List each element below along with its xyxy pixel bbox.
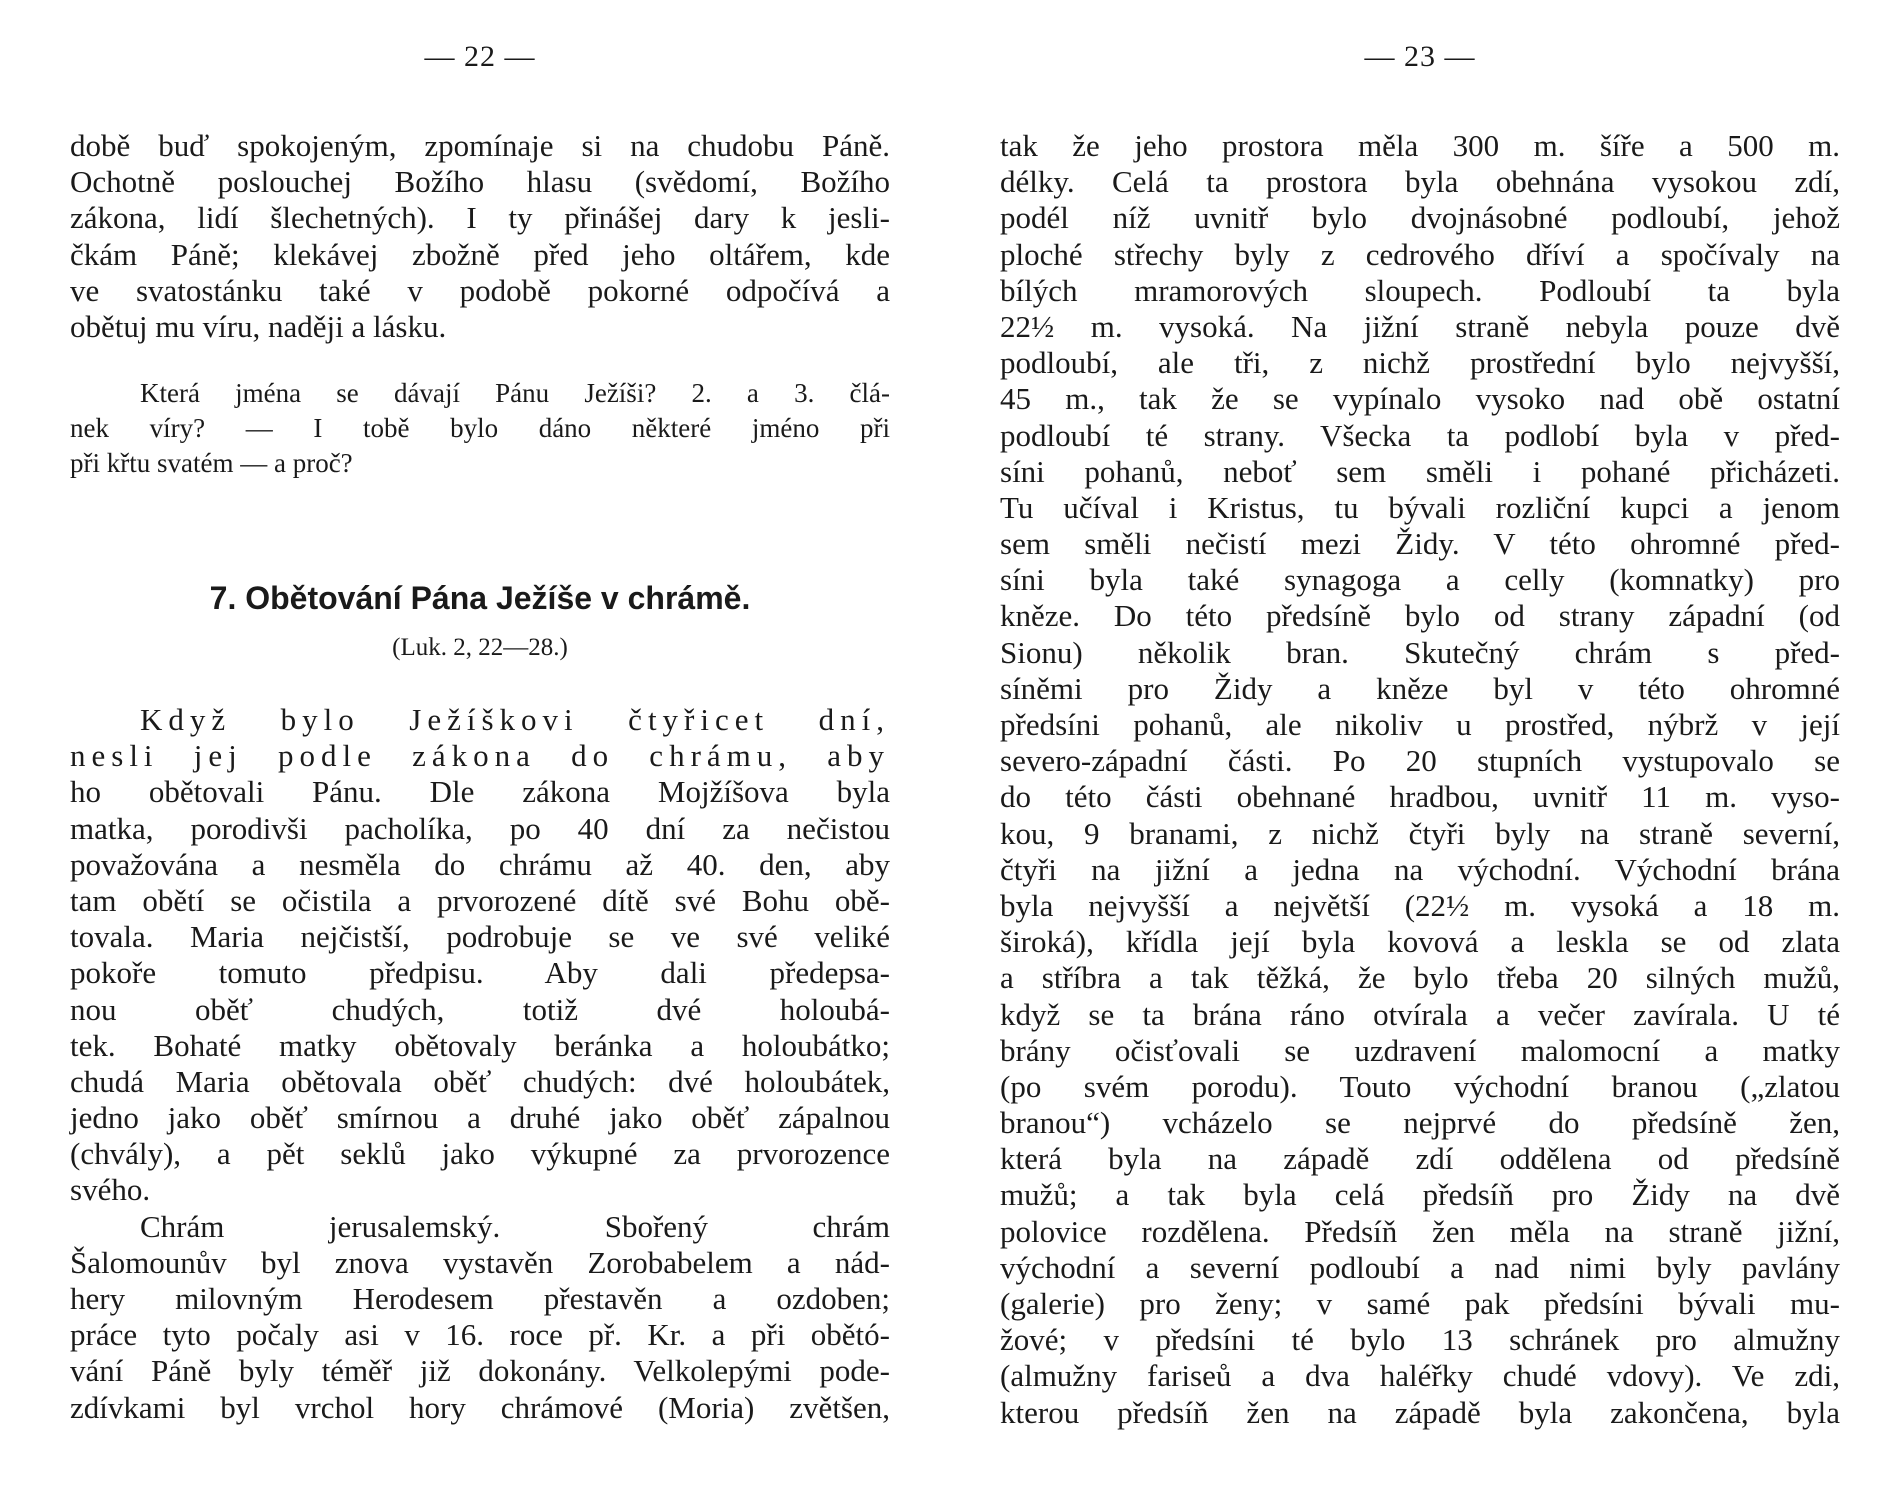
text-line: (chvály), a pět seklů jako výkupné za prvorozence xyxy=(70,1136,890,1172)
text-line: Chrám jerusalemský. Sbořený chrám xyxy=(140,1208,890,1244)
text-line: kněze. Do této předsíně bylo od strany západní (od xyxy=(1000,598,1840,634)
text-line: byla nejvyšší a největší (22½ m. vysoká a 18 m. xyxy=(1000,887,1840,923)
section-reference: (Luk. 2, 22—28.) xyxy=(392,634,568,661)
text-line: Která jména se dávají Pánu Ježíši? 2. a 3. člá- xyxy=(140,378,890,408)
text-line: čkám Páně; klekávej zbožně před jeho oltářem, kde xyxy=(70,236,890,272)
text-line: délky. Celá ta prostora byla obehnána vysokou zdí, xyxy=(1000,164,1840,200)
page-number: — 22 — xyxy=(424,40,536,73)
text-line: hery milovným Herodesem přestavěn a ozdoben; xyxy=(70,1281,890,1316)
text-line: ve svatostánku také v podobě pokorné odpočívá a xyxy=(70,272,890,308)
text-line: obětuj mu víru, naději a lásku. xyxy=(70,308,447,344)
text-line: východní a severní podloubí a nad nimi byly pavlány xyxy=(1000,1249,1840,1285)
text-line: 22½ m. vysoká. Na jižní straně nebyla pouze dvě xyxy=(1000,308,1840,344)
text-line: zákona, lidí šlechetných). I ty přinášej dary k jesli- xyxy=(70,200,890,236)
text-line: (almužny fariseů a dva haléřky chudé vdovy). Ve zdi, xyxy=(1000,1358,1840,1394)
text-line: vání Páně byly téměř již dokonány. Velkolepými pode- xyxy=(70,1353,890,1389)
text-line: sem směli nečistí mezi Židy. V této ohromné před- xyxy=(1000,526,1840,562)
section-body xyxy=(1000,128,1840,1431)
text-line: brány očisťovali se uzdravení malomocní a matky xyxy=(1000,1032,1840,1068)
text-line: nesli jej podle zákona do chrámu, aby xyxy=(70,738,890,774)
text-line: žové; v předsíni té bylo 13 schránek pro almužny xyxy=(1000,1322,1840,1358)
text-line: (po svém porodu). Touto východní branou („zlatou xyxy=(1000,1068,1840,1104)
text-line: práce tyto počaly asi v 16. roce př. Kr. a při obětó- xyxy=(70,1317,890,1353)
text-line: při křtu svatém — a proč? xyxy=(70,448,353,478)
text-line: pokoře tomuto předpisu. Aby dali předepsa- xyxy=(70,955,890,991)
text-line: síni byla také synagoga a celly (komnatky) pro xyxy=(1000,562,1840,598)
text-line: do této části obehnané hradbou, uvnitř 11 m. vyso- xyxy=(1000,779,1840,815)
text-line: ploché střechy byly z cedrového dříví a spočívaly na xyxy=(1000,236,1840,272)
text-line: svého. xyxy=(70,1172,151,1208)
text-line: kterou předsíň žen na západě byla zakončena, byla xyxy=(1000,1394,1840,1430)
text-line: chudá Maria obětovala oběť chudých: dvé holoubátek, xyxy=(70,1063,890,1099)
text-line: zdívkami byl vrchol hory chrámové (Moria) zvětšen, xyxy=(70,1389,890,1425)
text-line: polovice rozdělena. Předsíň žen měla na straně jižní, xyxy=(1000,1213,1840,1249)
text-line: nou oběť chudých, totiž dvé holoubá- xyxy=(70,991,890,1027)
text-line: tak že jeho prostora měla 300 m. šíře a 500 m. xyxy=(1000,128,1840,163)
text-line: branou“) vcházelo se nejprvé do předsíně žen, xyxy=(1000,1105,1840,1141)
text-line: tek. Bohaté matky obětovaly beránka a holoubátko; xyxy=(70,1027,890,1063)
text-line: jedno jako oběť smírnou a druhé jako oběť zápalnou xyxy=(70,1100,890,1136)
text-line: Ochotně poslouchej Božího hlasu (svědomí, Božího xyxy=(70,164,890,200)
text-line: Tu učíval i Kristus, tu bývali rozliční kupci a jenom xyxy=(1000,489,1840,525)
text-line: předsíni pohanů, ale nikoliv u prostřed, nýbrž v její xyxy=(1000,707,1840,742)
text-line: (galerie) pro ženy; v samé pak předsíni bývali mu- xyxy=(1000,1286,1840,1321)
text-line: podloubí té strany. Všecka ta podlobí byla v před- xyxy=(1000,417,1840,453)
text-line: tam obětí se očistila a prvorozené dítě své Bohu obě- xyxy=(70,882,890,918)
text-line: severo-západní části. Po 20 stupních vystupovalo se xyxy=(1000,743,1840,779)
text-line: síněmi pro Židy a kněze byl v této ohromné xyxy=(1000,670,1840,706)
text-line: nek víry? — I tobě bylo dáno některé jméno při xyxy=(70,413,890,443)
text-line: čtyři na jižní a jedna na východní. Východní brána xyxy=(1000,851,1840,887)
text-line: podél níž uvnitř bylo dvojnásobné podloubí, jehož xyxy=(1000,200,1840,236)
text-line: bílých mramorových sloupech. Podloubí ta byla xyxy=(1000,272,1840,308)
review-questions xyxy=(70,376,890,481)
text-line: Šalomounův byl znova vystavěn Zorobabelem a nád- xyxy=(70,1244,890,1280)
text-line: Když bylo Ježíškovi čtyřicet dní, xyxy=(140,702,890,737)
section-heading: 7. Obětování Pána Ježíše v chrámě. xyxy=(209,580,751,616)
text-line: podloubí, ale tři, z nichž prostřední bylo nejvyšší, xyxy=(1000,345,1840,381)
text-line: matka, porodivši pacholíka, po 40 dní za nečistou xyxy=(70,810,890,846)
paragraph xyxy=(70,128,890,345)
section-body xyxy=(70,702,890,1426)
text-line: široká), křídla její byla kovová a leskla se od zlata xyxy=(1000,924,1840,960)
text-line: a stříbra a tak těžká, že bylo třeba 20 silných mužů, xyxy=(1000,960,1840,996)
text-line: která byla na západě zdí oddělena od předsíně xyxy=(1000,1141,1840,1177)
page-number: — 23 — xyxy=(1364,40,1476,73)
text-line: 45 m., tak že se vypínalo vysoko nad obě ostatní xyxy=(1000,381,1840,417)
text-line: ho obětovali Pánu. Dle zákona Mojžíšova byla xyxy=(70,774,890,810)
text-line: považována a nesměla do chrámu až 40. den, aby xyxy=(70,846,890,882)
text-line: kou, 9 branami, z nichž čtyři byly na straně severní, xyxy=(1000,815,1840,851)
text-line: mužů; a tak byla celá předsíň pro Židy na dvě xyxy=(1000,1177,1840,1213)
text-line: síni pohanů, neboť sem směli i pohané přicházeti. xyxy=(1000,453,1840,489)
text-line: tovala. Maria nejčistší, podrobuje se ve své veliké xyxy=(70,919,890,955)
text-line: Sionu) několik bran. Skutečný chrám s před- xyxy=(1000,634,1840,670)
text-line: době buď spokojeným, zpomínaje si na chudobu Páně. xyxy=(70,128,890,163)
text-line: když se ta brána ráno otvírala a večer zavírala. U té xyxy=(1000,996,1840,1032)
